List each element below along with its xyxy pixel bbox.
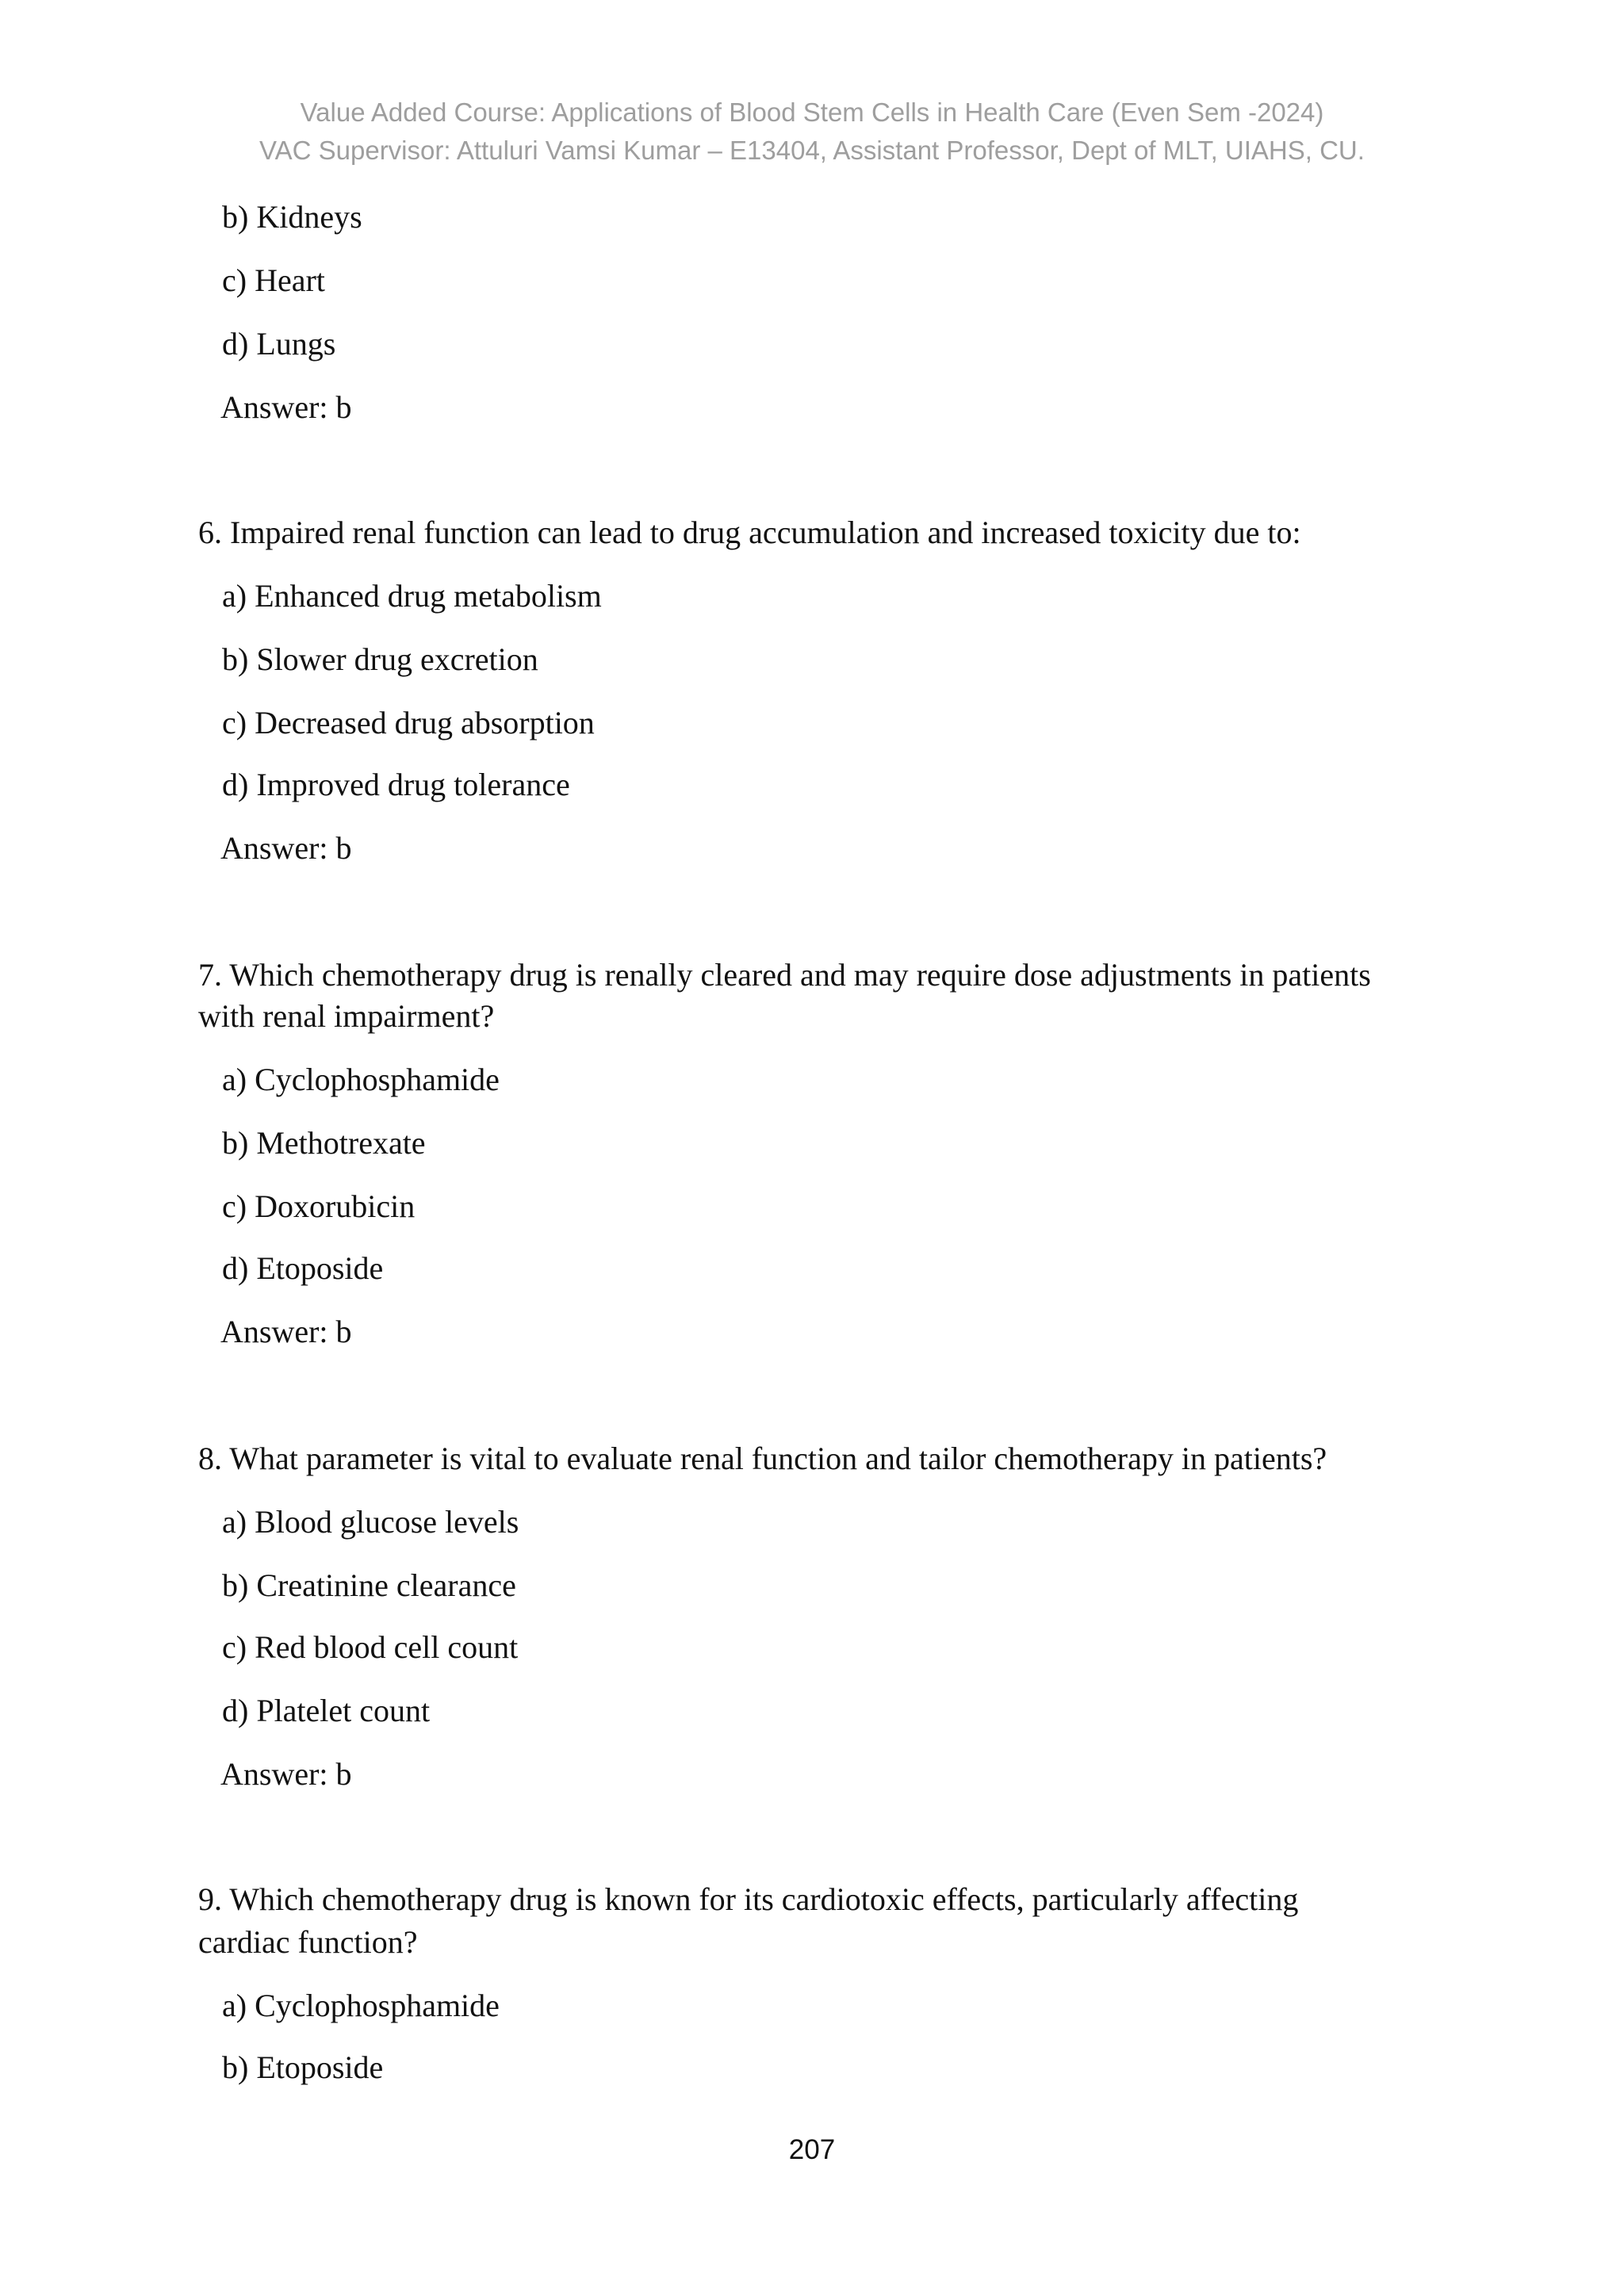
question-text: 8. What parameter is vital to evaluate renal function and tailor chemotherapy in patients? — [198, 1441, 1327, 1476]
option-item: a) Cyclophosphamide — [222, 1062, 500, 1097]
answer-line: Answer: b — [220, 389, 352, 425]
question-text: 6. Impaired renal function can lead to drug accumulation and increased toxicity due to: — [198, 515, 1301, 550]
option-item: a) Enhanced drug metabolism — [222, 578, 602, 614]
option-item: d) Etoposide — [222, 1250, 384, 1286]
option-item: b) Etoposide — [222, 2049, 384, 2085]
option-item: c) Heart — [222, 262, 325, 298]
question-text-continued: with renal impairment? — [198, 998, 495, 1034]
answer-line: Answer: b — [220, 1314, 352, 1349]
header-course-title: Value Added Course: Applications of Blood Stem Cells in Health Care (Even Sem -2024) — [300, 98, 1324, 127]
answer-line: Answer: b — [220, 830, 352, 866]
question-text-continued: cardiac function? — [198, 1924, 418, 1960]
answer-line: Answer: b — [220, 1756, 352, 1792]
option-item: b) Methotrexate — [222, 1125, 426, 1161]
option-item: c) Decreased drug absorption — [222, 705, 595, 740]
question-text: 7. Which chemotherapy drug is renally cleared and may require dose adjustments in patients — [198, 957, 1371, 993]
option-item: c) Red blood cell count — [222, 1629, 519, 1665]
option-item: d) Improved drug tolerance — [222, 767, 570, 802]
header-supervisor: VAC Supervisor: Attuluri Vamsi Kumar – E13404, Assistant Professor, Dept of MLT, UIAHS, CU. — [259, 136, 1365, 165]
option-item: d) Lungs — [222, 326, 336, 362]
option-item: b) Creatinine clearance — [222, 1567, 516, 1603]
option-item: d) Platelet count — [222, 1693, 431, 1728]
option-item: a) Blood glucose levels — [222, 1504, 519, 1540]
option-item: b) Slower drug excretion — [222, 641, 538, 677]
option-item: b) Kidneys — [222, 199, 362, 235]
page-number: 207 — [788, 2134, 836, 2165]
option-item: a) Cyclophosphamide — [222, 1988, 500, 2023]
question-text: 9. Which chemotherapy drug is known for its cardiotoxic effects, particularly affecting — [198, 1881, 1299, 1917]
option-item: c) Doxorubicin — [222, 1188, 416, 1224]
